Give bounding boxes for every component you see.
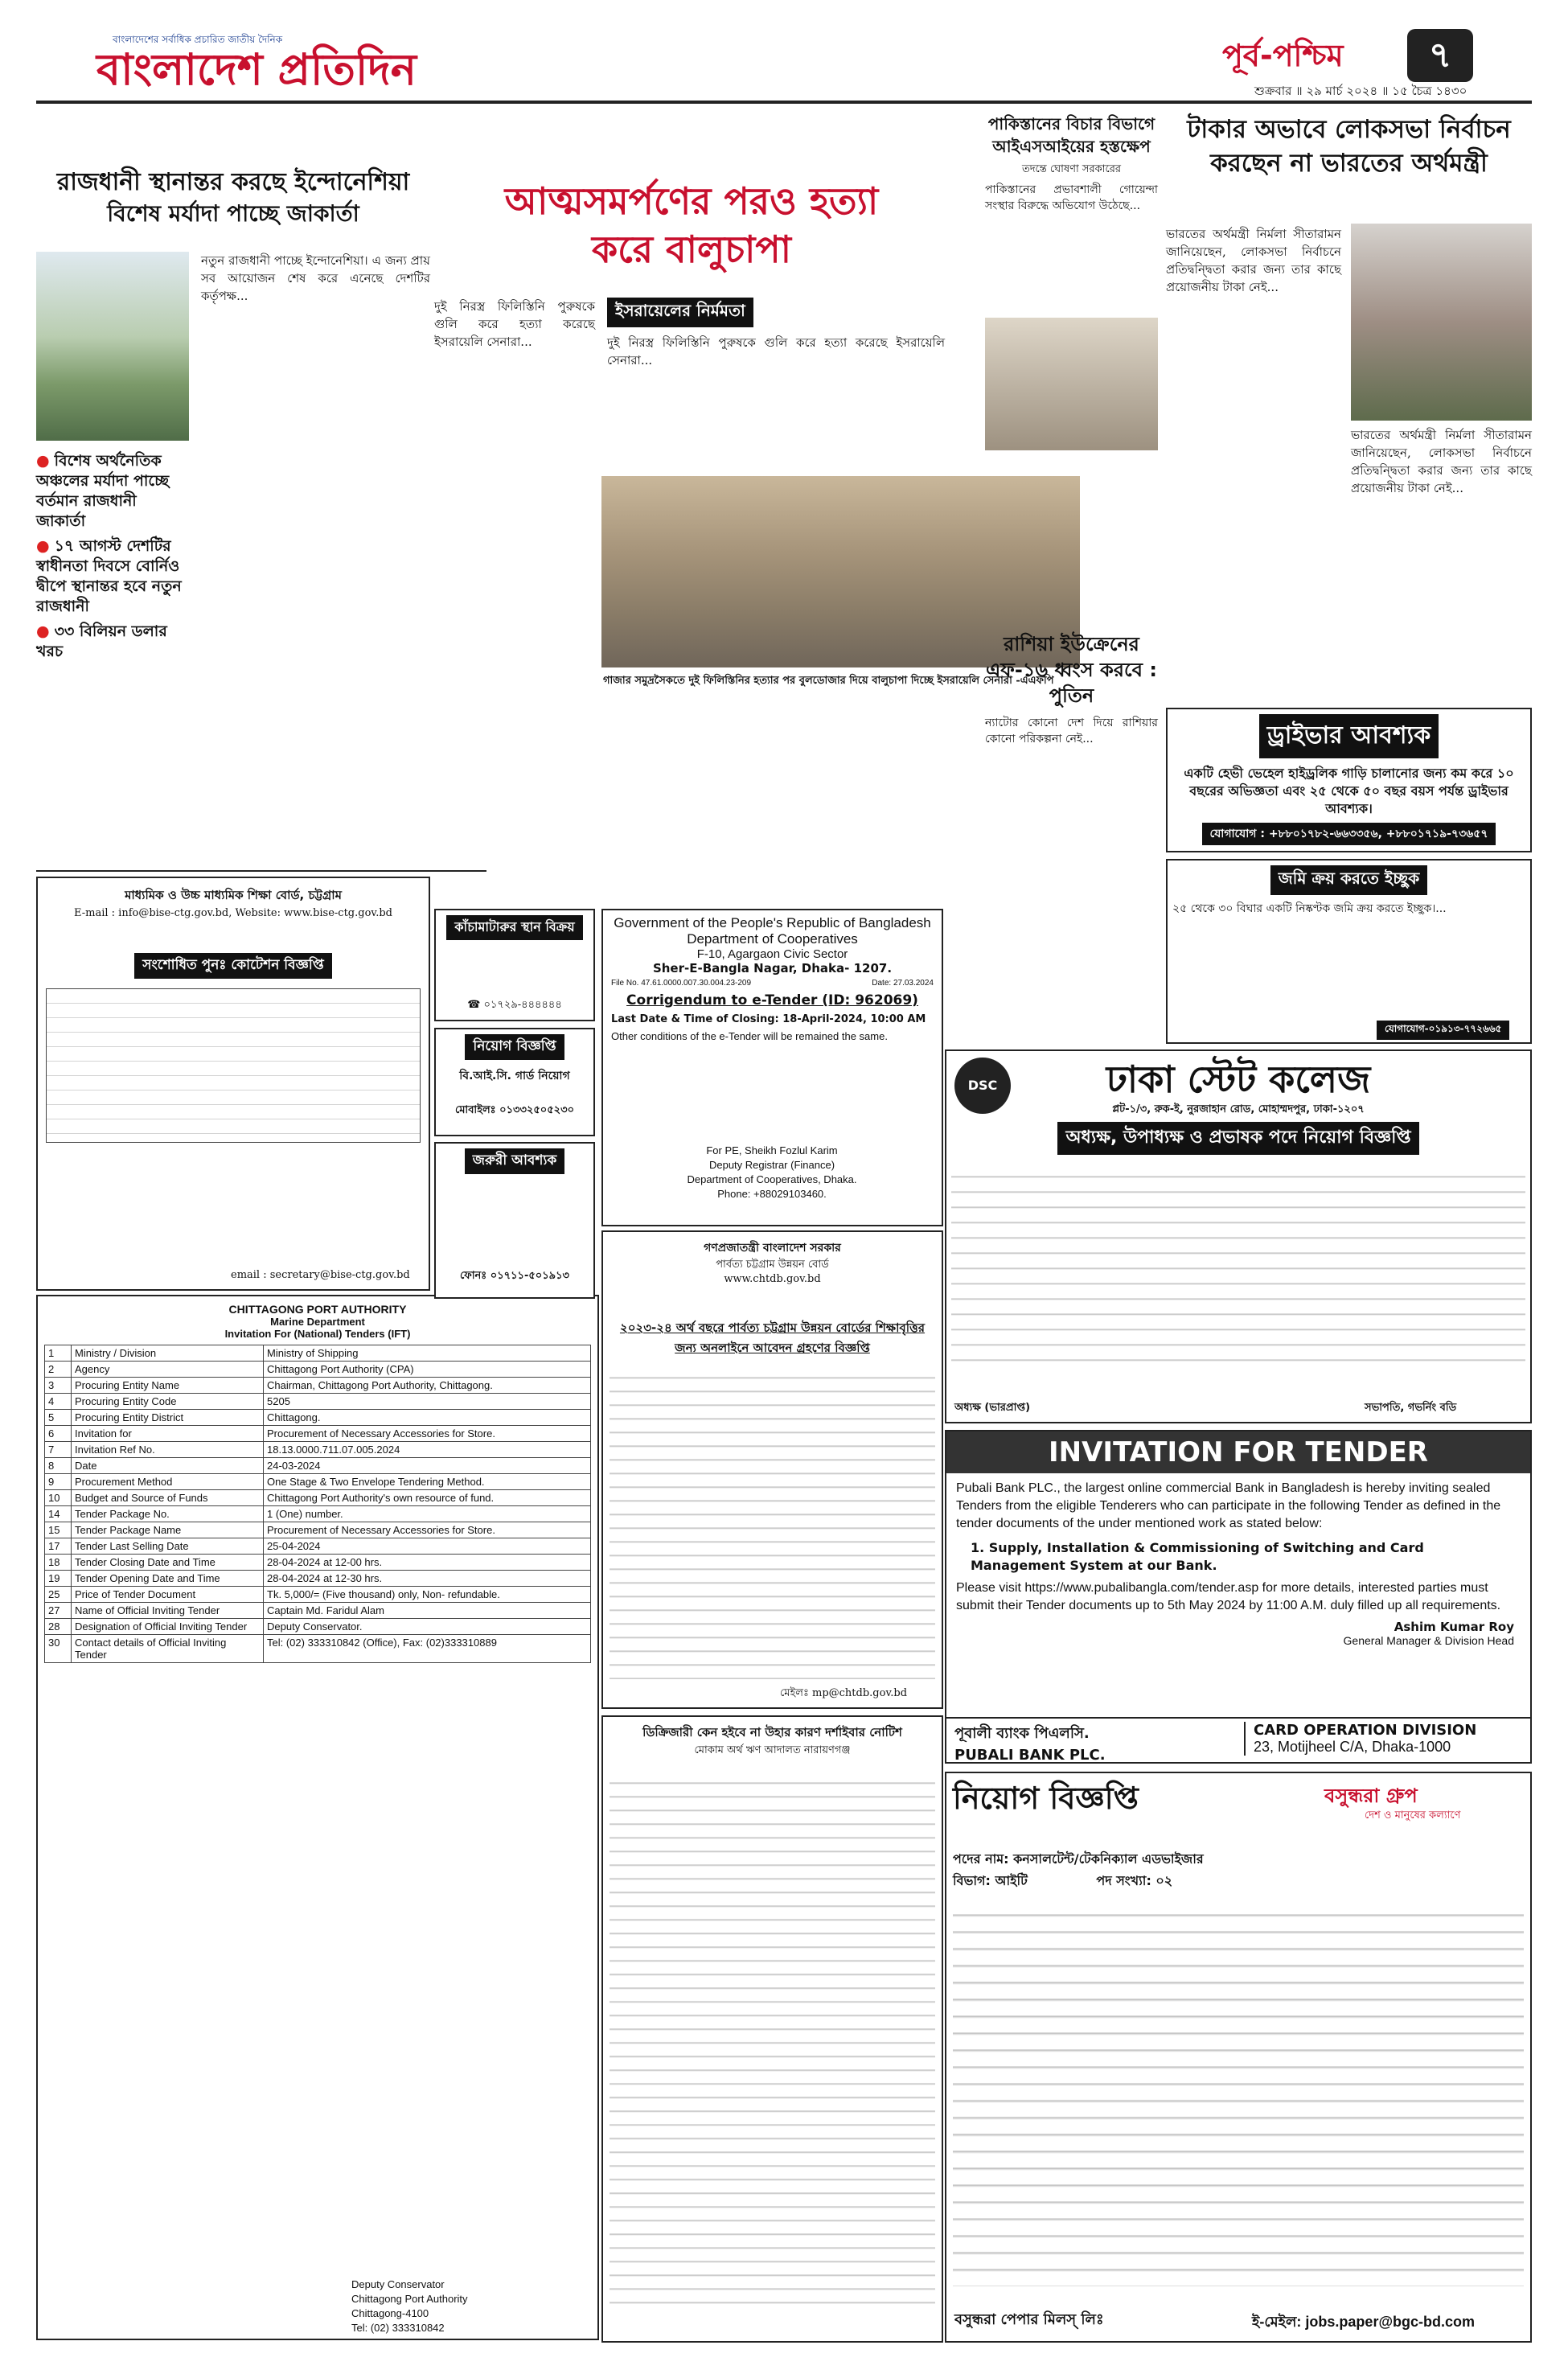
coop-file-row: File No. 47.61.0000.007.30.004.23-209 Date: 27.03.2024 — [611, 979, 934, 988]
coop-corrigendum-title: Corrigendum to e-Tender (ID: 962069) — [626, 992, 918, 1008]
ad-debt-notice — [601, 1715, 943, 2343]
table-cell: Invitation Ref No. — [72, 1442, 264, 1458]
table-cell: Deputy Conservator. — [264, 1619, 591, 1635]
bashundhara-tag: দেশ ও মানুষের কল্যাণে — [1365, 1809, 1461, 1822]
article-gaza — [434, 113, 1054, 905]
ad-job-notice — [434, 1028, 595, 1136]
pubali-footer — [946, 1717, 1530, 1762]
table-cell: Captain Md. Faridul Alam — [264, 1603, 591, 1619]
table-row — [45, 1410, 591, 1426]
masthead-logo: বাংলাদেশ প্রতিদিন — [96, 44, 417, 95]
ad-driver — [1166, 708, 1532, 852]
pubali-sign-name: Ashim Kumar Roy — [1394, 1620, 1514, 1634]
table-cell: 8 — [45, 1458, 72, 1474]
port-table — [44, 1345, 591, 1663]
ad-port-authority — [36, 1295, 599, 2340]
pubali-logo: পূবালী ব্যাংক পিএলসি. PUBALI BANK PLC. — [954, 1725, 1106, 1764]
port-title-2: Marine Department — [270, 1316, 365, 1328]
chtdb-org: গণপ্রজাতন্ত্রী বাংলাদেশ সরকার — [704, 1242, 841, 1255]
table-cell: Tender Package No. — [72, 1506, 264, 1522]
job-notice-body: বি.আই.সি. গার্ড নিয়োগ — [459, 1070, 570, 1082]
pakistan-headline: পাকিস্তানের বিচার বিভাগে আইএসআইয়ের হস্তক্ষেপ — [987, 114, 1155, 156]
exam-board-footer-email: email : secretary@bise-ctg.gov.bd — [231, 1269, 410, 1281]
table-cell: Tel: (02) 333310842 (Office), Fax: (02)333310889 — [264, 1635, 591, 1663]
table-cell: Tender Opening Date and Time — [72, 1571, 264, 1587]
tree-sale-title-wrap: কাঁচামাটারুর স্থান বিক্রয় — [441, 915, 589, 940]
table-cell: 24-03-2024 — [264, 1458, 591, 1474]
pubali-sign-title: General Manager & Division Head — [1343, 1634, 1514, 1647]
table-cell: 17 — [45, 1538, 72, 1555]
table-cell: 14 — [45, 1506, 72, 1522]
bashundhara-footer: বসুন্ধরা পেপার মিলস্ লিঃ — [954, 2311, 1104, 2328]
table-row — [45, 1555, 591, 1571]
ad-exam-board — [36, 877, 430, 1291]
debt-title: ডিক্রিজারী কেন হইবে না উহার কারণ দর্শাইবার নোটিশ — [642, 1725, 902, 1739]
table-cell: 18 — [45, 1555, 72, 1571]
table-cell: 28 — [45, 1619, 72, 1635]
pubali-please: Please visit https://www.pubalibangla.com/tender.asp for more details, interested parties must submit their Tender documents up to 5th May 2024 by 11:00 A.M. duly filled up all requirements. — [956, 1581, 1501, 1612]
exam-board-title-wrap: সংশোধিত পুনঃ কোটেশন বিজ্ঞপ্তি — [46, 953, 421, 979]
table-cell: Chittagong Port Authority's own resource of fund. — [264, 1490, 591, 1506]
table-cell: Date — [72, 1458, 264, 1474]
table-cell: 4 — [45, 1394, 72, 1410]
bashundhara-group: বসুন্ধরা গ্রুপ — [1324, 1785, 1418, 1807]
indonesia-headline: রাজধানী স্থানান্তর করছে ইন্দোনেশিয়া — [56, 168, 410, 196]
dsc-sign-left: অধ্যক্ষ (ভারপ্রাপ্ত) — [954, 1402, 1031, 1414]
coop-line-1: Government of the People's Republic of Bangladesh — [614, 915, 931, 930]
table-row — [45, 1522, 591, 1538]
table-row — [45, 1378, 591, 1394]
dsc-logo: DSC — [954, 1058, 1011, 1114]
india-headline-2: করছেন না ভারতের অর্থমন্ত্রী — [1210, 149, 1488, 178]
gaza-headline-2: করে বালুচাপা — [592, 228, 791, 271]
table-row — [45, 1603, 591, 1619]
table-cell: Tender Closing Date and Time — [72, 1555, 264, 1571]
article-russia — [985, 631, 1158, 873]
table-cell: Procurement of Necessary Accessories for Store. — [264, 1426, 591, 1442]
gaza-body-left: দুই নিরস্ত্র ফিলিস্তিনি পুরুষকে গুলি করে হত্যা করেছে ইসরায়েলি সেনারা... — [434, 299, 595, 349]
table-row — [45, 1635, 591, 1663]
table-cell: 9 — [45, 1474, 72, 1490]
table-cell: Tender Package Name — [72, 1522, 264, 1538]
table-cell: Procurement of Necessary Accessories for Store. — [264, 1522, 591, 1538]
dsc-body-lines — [951, 1163, 1525, 1372]
article-indonesia — [36, 109, 430, 860]
table-cell: 18.13.0000.711.07.005.2024 — [264, 1442, 591, 1458]
land-title-wrap: জমি ক্রয় করতে ইচ্ছুক — [1172, 865, 1525, 895]
port-title-3: Invitation For (National) Tenders (IFT) — [224, 1328, 411, 1340]
debt-sub: মোকাম অর্থ ঋণ আদালত নারায়ণগঞ্জ — [694, 1744, 851, 1756]
table-cell: Procuring Entity Code — [72, 1394, 264, 1410]
table-cell: 27 — [45, 1603, 72, 1619]
gaza-body-right: দুই নিরস্ত্র ফিলিস্তিনি পুরুষকে গুলি করে হত্যা করেছে ইসরায়েলি সেনারা... — [607, 335, 945, 368]
gaza-headline-1: আত্মসমর্পণের পরও হত্যা — [504, 179, 879, 223]
table-cell: 3 — [45, 1378, 72, 1394]
russia-headline: রাশিয়া ইউক্রেনের এফ-১৬ ধ্বংস করবে : পুতিন — [986, 633, 1157, 707]
india-headline-1: টাকার অভাবে লোকসভা নির্বাচন — [1187, 115, 1511, 144]
exam-board-email: E-mail : info@bise-ctg.gov.bd, Website: www.bise-ctg.gov.bd — [74, 907, 392, 919]
driver-body: একটি হেভী ভেহেল হাইড্রলিক গাড়ি চালানোর জন্য কম করে ১০ বছরের অভিজ্ঞতা এবং ২৫ থেকে ৫০ বছর বয়স পর্যন্ত ড্রাইভার আবশ্যক। — [1184, 766, 1514, 816]
chtdb-title: ২০২৩-২৪ অর্থ বছরে পার্বত্য চট্টগ্রাম উন্নয়ন বোর্ডের শিক্ষাবৃত্তির জন্য অনলাইনে আবেদন গ্রহণের বিজ্ঞপ্তি — [619, 1320, 926, 1355]
chtdb-body-lines — [610, 1366, 935, 1679]
driver-title-wrap: ড্রাইভার আবশ্যক — [1172, 714, 1525, 758]
table-row — [45, 1506, 591, 1522]
table-cell: 28-04-2024 at 12-00 hrs. — [264, 1555, 591, 1571]
chtdb-email: মেইলঃ mp@chtdb.gov.bd — [780, 1687, 908, 1699]
port-title-1: CHITTAGONG PORT AUTHORITY — [228, 1303, 407, 1316]
table-cell: 7 — [45, 1442, 72, 1458]
table-row — [45, 1345, 591, 1362]
gaza-body — [434, 298, 595, 351]
table-cell: Designation of Official Inviting Tender — [72, 1619, 264, 1635]
pubali-body: Pubali Bank PLC., the largest online commercial Bank in Bangladesh is hereby inviting sealed Tenders from the eligible Tenderers who can participate in the following Tender as defined in the tender documents of the under mentioned work as stated below: — [956, 1481, 1501, 1530]
table-row — [45, 1490, 591, 1506]
job-notice-title-wrap: নিয়োগ বিজ্ঞপ্তি — [441, 1034, 589, 1060]
table-cell: Ministry / Division — [72, 1345, 264, 1362]
ad-chtdb — [601, 1230, 943, 1709]
india-body-2: ভারতের অর্থমন্ত্রী নির্মলা সীতারামন জানিয়েছেন, লোকসভা নির্বাচনে প্রতিদ্বন্দ্বিতা করার জন্য তার কাছে প্রয়োজনীয় টাকা নেই... — [1351, 428, 1532, 495]
table-row — [45, 1362, 591, 1378]
table-cell: One Stage & Two Envelope Tendering Method. — [264, 1474, 591, 1490]
indonesia-body: নতুন রাজধানী পাচ্ছে ইন্দোনেশিয়া। এ জন্য প্রায় সব আয়োজন শেষ করে এনেছে দেশটির কর্তৃপক্ষ... — [201, 253, 430, 303]
table-cell: Agency — [72, 1362, 264, 1378]
ad-dhaka-state-college — [945, 1049, 1532, 1423]
pakistan-photo — [985, 318, 1158, 450]
ad-bashundhara — [945, 1772, 1532, 2343]
table-row — [45, 1426, 591, 1442]
table-cell: Tender Last Selling Date — [72, 1538, 264, 1555]
chtdb-web: www.chtdb.gov.bd — [724, 1273, 821, 1285]
indonesia-subhead: বিশেষ মর্যাদা পাচ্ছে জাকার্তা — [107, 200, 359, 227]
table-cell: 6 — [45, 1426, 72, 1442]
table-cell: Name of Official Inviting Tender — [72, 1603, 264, 1619]
table-cell: Invitation for — [72, 1426, 264, 1442]
ad-pubali — [945, 1430, 1532, 1764]
dsc-address: প্লট-১/৩, রুক-ই, নুরজাহান রোড, মোহাম্মদপুর, ঢাকা-১২০৭ — [1112, 1103, 1365, 1115]
section-label: পূর্ব-পশ্চিম — [1222, 38, 1344, 73]
bashundhara-title: নিয়োগ বিজ্ঞপ্তি — [953, 1780, 1139, 1816]
table-cell: 5 — [45, 1410, 72, 1426]
table-cell: 5205 — [264, 1394, 591, 1410]
table-row — [45, 1587, 591, 1603]
pakistan-subhead: তদন্তে ঘোষণা সরকারের — [1021, 163, 1122, 175]
issue-date: শুক্রবার ॥ ২৯ মার্চ ২০২৪ ॥ ১৫ চৈত্র ১৪৩০ — [1254, 84, 1467, 98]
pubali-division: CARD OPERATION DIVISION 23, Motijheel C/A, Dhaka-1000 — [1244, 1722, 1476, 1756]
table-cell: Chairman, Chittagong Port Authority, Chittagong. — [264, 1378, 591, 1394]
exam-board-org: মাধ্যমিক ও উচ্চ মাধ্যমিক শিক্ষা বোর্ড, চট্টগ্রাম — [125, 888, 342, 902]
table-cell: Budget and Source of Funds — [72, 1490, 264, 1506]
exam-board-table — [46, 988, 421, 1143]
land-body: ২৫ থেকে ৩০ বিঘার একটি নিষ্কণ্টক জমি ক্রয় করতে ইচ্ছুক।... — [1172, 902, 1447, 915]
table-cell: 15 — [45, 1522, 72, 1538]
masthead-tagline: বাংলাদেশের সর্বাধিক প্রচারিত জাতীয় দৈনিক — [113, 34, 283, 45]
dsc-name: ঢাকা স্টেট কলেজ — [1106, 1058, 1371, 1101]
table-row — [45, 1458, 591, 1474]
table-cell: 2 — [45, 1362, 72, 1378]
india-body: ভারতের অর্থমন্ত্রী নির্মলা সীতারামন জানিয়েছেন, লোকসভা নির্বাচনে প্রতিদ্বন্দ্বিতা করার জন্য তার কাছে প্রয়োজনীয় টাকা নেই... — [1166, 227, 1341, 294]
table-cell: Ministry of Shipping — [264, 1345, 591, 1362]
indonesia-bullet: ● বিশেষ অর্থনৈতিক অঞ্চলের মর্যাদা পাচ্ছে বর্তমান রাজধানী জাকার্তা — [36, 451, 189, 532]
indonesia-bullets — [36, 446, 189, 667]
table-cell: Procuring Entity Name — [72, 1378, 264, 1394]
coop-other: Other conditions of the e-Tender will be remained the same. — [611, 1030, 888, 1042]
page-number: ৭ — [1407, 29, 1473, 82]
table-cell: 10 — [45, 1490, 72, 1506]
bashundhara-post: পদের নাম: কনসালটেন্ট/টেকনিক্যাল এডভাইজার — [953, 1851, 1204, 1867]
land-phone-wrap: যোগাযোগ-০১৯১৩-৭৭২৬৬৫ — [1377, 1020, 1509, 1040]
table-row — [45, 1571, 591, 1587]
article-india — [1166, 113, 1532, 704]
india-photo — [1351, 224, 1532, 421]
bashundhara-email: ই-মেইল: jobs.paper@bgc-bd.com — [1252, 2314, 1475, 2330]
dsc-title-wrap: অধ্যক্ষ, উপাধ্যক্ষ ও প্রভাষক পদে নিয়োগ বিজ্ঞপ্তি — [951, 1122, 1525, 1155]
table-cell: Procurement Method — [72, 1474, 264, 1490]
gaza-caption: গাজার সমুদ্রসৈকতে দুই ফিলিস্তিনির হত্যার পর বুলডোজার দিয়ে বালুচাপা দিচ্ছে ইসরায়েলি সেনারা -এএফপি — [603, 675, 1054, 687]
coop-closing: Last Date & Time of Closing: 18-April-2024, 10:00 AM — [611, 1013, 926, 1025]
indonesia-bullet: ● ৩৩ বিলিয়ন ডলার খরচ — [36, 622, 189, 662]
ad-urgent — [434, 1142, 595, 1299]
dsc-sign-right: সভাপতি, গভর্নিং বডি — [1365, 1402, 1457, 1414]
pubali-title: INVITATION FOR TENDER — [946, 1431, 1530, 1473]
table-row — [45, 1442, 591, 1458]
gaza-kicker: ইসরায়েলের নির্মমতা — [607, 298, 945, 327]
indonesia-bullet: ● ১৭ আগস্ট দেশটির স্বাধীনতা দিবসে বোর্নিও দ্বীপে স্থানান্তর হবে নতুন রাজধানী — [36, 536, 189, 617]
coop-line-2: Department of Cooperatives — [687, 931, 858, 947]
gaza-right-column — [607, 298, 945, 369]
urgent-phone: ফোনঃ ০১৭১১-৫০১৯১৩ — [459, 1270, 570, 1282]
table-cell: 25 — [45, 1587, 72, 1603]
ad-land — [1166, 859, 1532, 1044]
table-cell: 30 — [45, 1635, 72, 1663]
table-cell: Chittagong. — [264, 1410, 591, 1426]
driver-phone-wrap: যোগাযোগ : +৮৮০১৭৮২-৬৬৩৩৫৬, +৮৮০১৭১৯-৭৩৬৫৭ — [1172, 823, 1525, 845]
table-cell: 1 (One) number. — [264, 1506, 591, 1522]
urgent-title-wrap: জরুরী আবশ্যক — [441, 1148, 589, 1174]
bashundhara-body-lines — [953, 1900, 1524, 2286]
ad-cooperatives — [601, 909, 943, 1226]
port-signature: Deputy Conservator Chittagong Port Authority Chittagong-4100 Tel: (02) 333310842 — [351, 2278, 468, 2334]
coop-line-3: F-10, Agargaon Civic Sector — [696, 947, 848, 961]
coop-signature: For PE, Sheikh Fozlul Karim Deputy Registrar (Finance) Department of Cooperatives, Dhaka. Phone: +88029103460. — [687, 1144, 857, 1200]
pakistan-body: পাকিস্তানের প্রভাবশালী গোয়েন্দা সংস্থার বিরুদ্ধে অভিযোগ উঠেছে... — [985, 183, 1158, 212]
table-cell: Chittagong Port Authority (CPA) — [264, 1362, 591, 1378]
table-cell: Contact details of Official Inviting Tender — [72, 1635, 264, 1663]
table-row — [45, 1538, 591, 1555]
article-pakistan — [985, 113, 1158, 627]
table-cell: 25-04-2024 — [264, 1538, 591, 1555]
table-cell: Procuring Entity District — [72, 1410, 264, 1426]
table-cell: Price of Tender Document — [72, 1587, 264, 1603]
table-cell: 19 — [45, 1571, 72, 1587]
table-row — [45, 1474, 591, 1490]
table-cell: 28-04-2024 at 12-30 hrs. — [264, 1571, 591, 1587]
coop-line-4: Sher-E-Bangla Nagar, Dhaka- 1207. — [652, 961, 893, 975]
indonesia-photo — [36, 252, 189, 441]
table-cell: 1 — [45, 1345, 72, 1362]
pubali-item: 1. Supply, Installation & Commissioning of Switching and Card Management System at our Bank. — [971, 1540, 1424, 1573]
bashundhara-dept-row: বিভাগ: আইটি পদ সংখ্যা: ০২ — [953, 1873, 1173, 1888]
table-row — [45, 1619, 591, 1635]
ad-tree-sale — [434, 909, 595, 1021]
russia-body: ন্যাটোর কোনো দেশ দিয়ে রাশিয়ার কোনো পরিকল্পনা নেই... — [985, 717, 1158, 745]
table-row — [45, 1394, 591, 1410]
table-cell: Tk. 5,000/= (Five thousand) only, Non- refundable. — [264, 1587, 591, 1603]
job-notice-mobile: মোবাইলঃ ০১৩৩২৫০৫২৩০ — [454, 1104, 575, 1116]
tree-sale-phone: ☎ ০১৭২৯-৪৪৪৪৪৪ — [467, 999, 562, 1011]
debt-body-lines — [610, 1771, 935, 2310]
chtdb-org-2: পার্বত্য চট্টগ্রাম উন্নয়ন বোর্ড — [716, 1259, 829, 1271]
